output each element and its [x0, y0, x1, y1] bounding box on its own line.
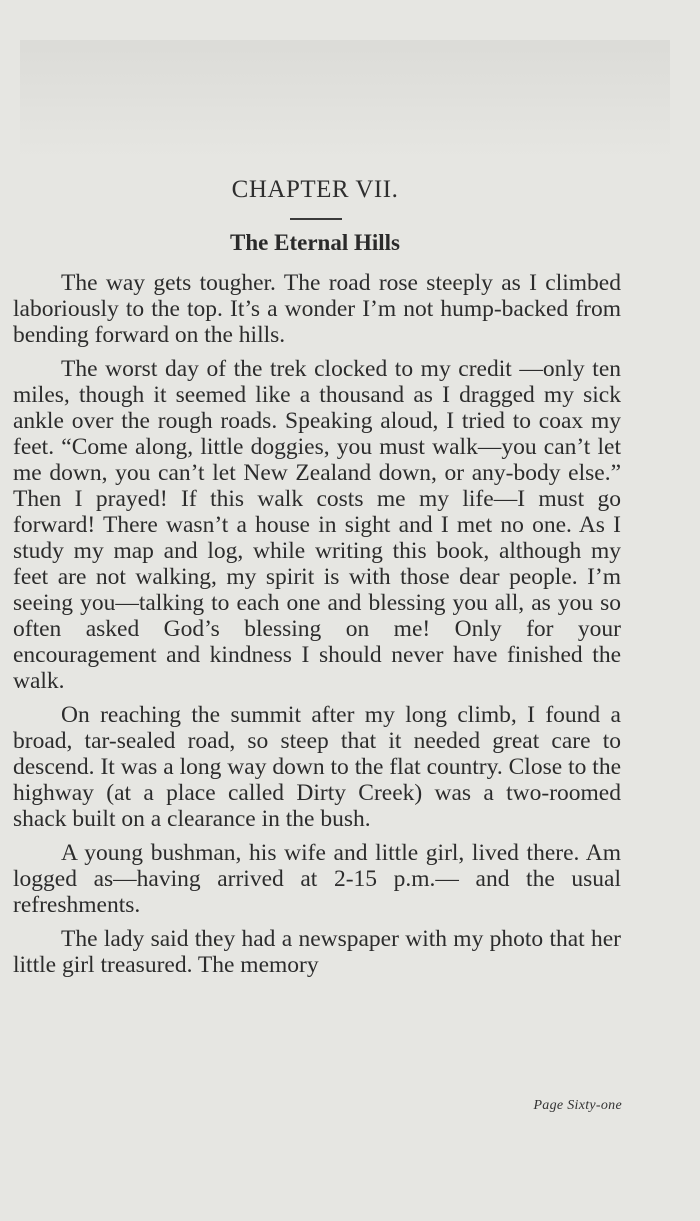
page-number: Page Sixty-one [533, 1098, 622, 1113]
paragraph: On reaching the summit after my long climb, I found a broad, tar-sealed road, so steep that it needed great care to descend. It was a long way down to the flat country. Close to the highway (at a place called Dirty Creek) was a two-roomed shack built on a clearance in the bush. [13, 702, 621, 832]
paragraph: The way gets tougher. The road rose steeply as I climbed laboriously to the top. It’s a wonder I’m not hump-backed from bending forward on the hills. [13, 270, 621, 348]
paragraph: The worst day of the trek clocked to my credit —only ten miles, though it seemed like a thousand as I dragged my sick ankle over the rough roads. Speaking aloud, I tried to coax my feet. “Come along, little doggies, you must walk—you can’t let me down, you can’t let New Zealand down, or any-body else.” Then I prayed! If this walk costs me my life—I must go forward! There wasn’t a house in sight and I met no one. As I study my map and log, while writing this book, although my feet are not walking, my spirit is with those dear people. I’m seeing you—talking to each one and blessing you all, as you so often asked God’s blessing on me! Only for your encouragement and kindness I should never have finished the walk. [13, 356, 621, 694]
chapter-heading: CHAPTER VII. [231, 176, 399, 203]
chapter-title: The Eternal Hills [230, 230, 400, 255]
heading-rule [290, 218, 342, 220]
paragraph: A young bushman, his wife and little girl, lived there. Am logged as—having arrived at 2-15 p.m.— and the usual refreshments. [13, 840, 621, 918]
body-text [13, 270, 621, 986]
bleed-through-shadow [20, 40, 670, 160]
paragraph: The lady said they had a newspaper with my photo that her little girl treasured. The memory [13, 926, 621, 978]
